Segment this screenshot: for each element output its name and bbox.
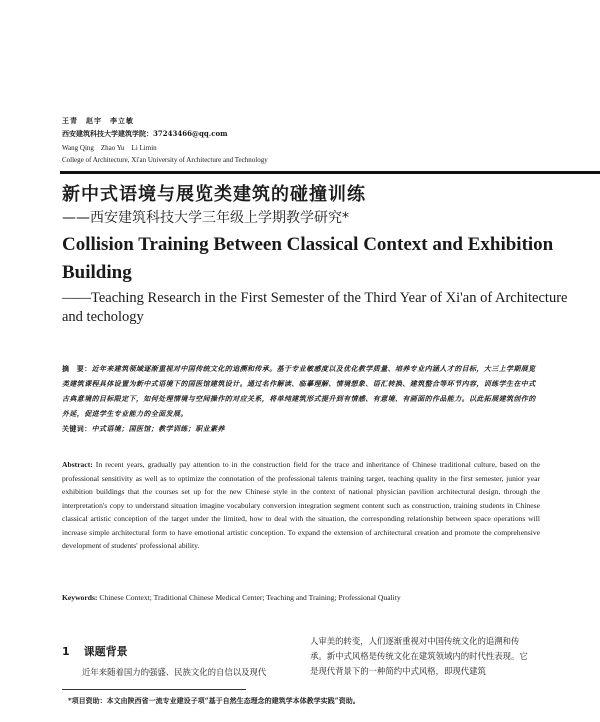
keywords-cn-label: 关键词： <box>62 424 92 433</box>
keywords-en-text: Chinese Context; Traditional Chinese Medical Center; Teaching and Training; Professional Quality <box>97 593 401 602</box>
affiliation-cn: 西安建筑科技大学建筑学院：37243466@qq.com <box>62 129 228 138</box>
section-number: 1 <box>62 645 70 658</box>
abstract-en <box>62 458 540 553</box>
subtitle-cn: ——西安建筑科技大学三年级上学期教学研究* <box>62 210 349 226</box>
title-cn: 新中式语境与展览类建筑的碰撞训练 <box>62 184 366 205</box>
title-en: Collision Training Between Classical Context and Exhibition Building <box>62 234 554 283</box>
header-rule <box>60 171 600 174</box>
keywords-cn-text: 中式语境；国医馆；教学训练；职业素养 <box>91 424 225 433</box>
abstract-cn-text: 近年来建筑领域逐渐重视对中国传统文化的追溯和传承。基于专业敏感度以及优化教学质量、培养专业内涵人才的目标，大三上学期展览类建筑课程具体设置为新中式语境下的国医馆建筑设计。通过名作解读、临摹理解、情境想象、语汇转换、建筑整合等环节内容，训练学生在中式古典意境的目标限定下，如何处理情境与空间操作的对应关系，将单纯建筑形式提升到有情感、有意境、有画面的作品能力。以此拓展建筑创作的外延，促进学生专业能力的全面发展。 <box>62 364 536 418</box>
affiliation-en: College of Architecture, Xi'an University of Architecture and Technology <box>62 156 268 164</box>
body-right-column: 人审美的转变，人们逐渐重视对中国传统文化的追溯和传承。新中式风格是传统文化在建筑领域内的时代性表现。它是现代背景下的一种简约中式风格，即现代建筑 <box>310 636 528 676</box>
body-left-column: 近年来随着国力的强盛、民族文化的自信以及现代 <box>82 667 267 677</box>
keywords-en-label: Keywords: <box>62 593 98 602</box>
section-heading <box>62 643 128 659</box>
subtitle-en: ——Teaching Research in the First Semester of the Third Year of Xi'an of Architecture and techology <box>62 290 568 325</box>
authors-cn: 王青 赵宇 李立敏 <box>62 116 134 125</box>
footnote: *项目资助：本文由陕西省一流专业建设子项“基于自然生态理念的建筑学本体教学实践”资助。 <box>68 696 360 705</box>
abstract-en-text: In recent years, gradually pay attention to in the construction field for the trace and inheritance of Chinese traditional culture, based on the professional sensitivity as well as to optimize the connotation of the professional talents training target, teaching quality in the first semester, junior year exhibition buildings that the courses set up for the new Chinese style in the context of national physician pavilion architectural design, through the interpretation's copy to understand situation imagine vocabulary conversion integration segment content such as construction, training students in Chinese classical artistic conception of the target under the limited, how to deal with the situation, the corresponding relationship between space operations will increase simple architectural form to have emotional artistic conception. To expand the extension of architectural creation and promote the comprehensive development of students' professional ability. <box>62 460 540 550</box>
keywords-en <box>62 593 540 602</box>
abstract-cn <box>62 361 540 436</box>
abstract-cn-label: 摘 要： <box>62 364 92 373</box>
authors-en: Wang Qing Zhao Yu Li Limin <box>62 144 157 152</box>
footnote-rule <box>62 689 246 690</box>
abstract-en-label: Abstract: <box>62 460 93 469</box>
section-title: 课题背景 <box>83 645 128 658</box>
